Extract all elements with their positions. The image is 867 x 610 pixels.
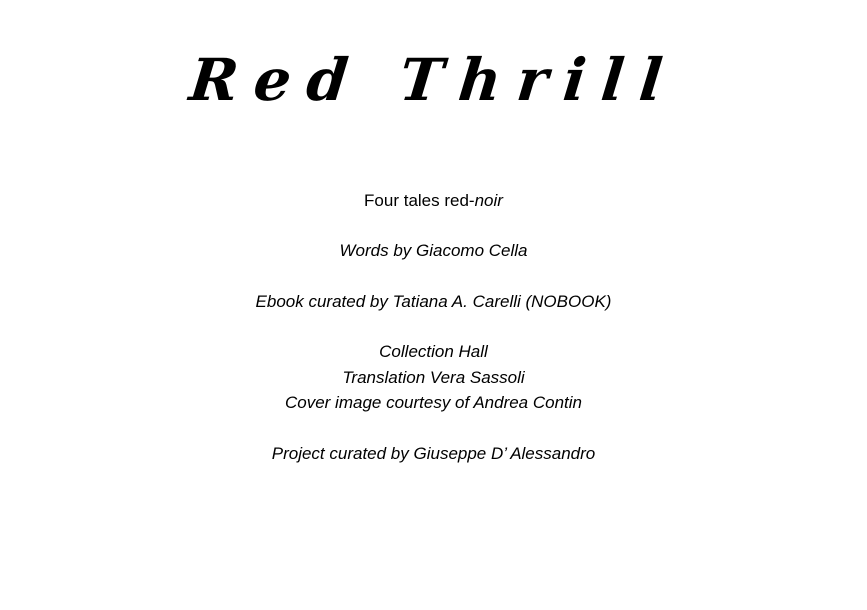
subtitle-emphasis: noir [474, 191, 503, 210]
credit-collection: Collection Hall [379, 342, 488, 361]
subtitle [0, 189, 867, 213]
credit-project: Project curated by Giuseppe D’ Alessandro [271, 444, 596, 463]
credit-cover: Cover image courtesy of Andrea Contin [284, 393, 583, 412]
book-title-text: Red Thrill [186, 46, 681, 114]
credit-ebook: Ebook curated by Tatiana A. Carelli (NOBOOK) [255, 292, 612, 311]
credit-words: Words by Giacomo Cella [339, 241, 528, 260]
credit-translation: Translation Vera Sassoli [342, 368, 525, 387]
subtitle-prefix: Four tales red- [364, 191, 475, 210]
book-title [0, 40, 867, 120]
